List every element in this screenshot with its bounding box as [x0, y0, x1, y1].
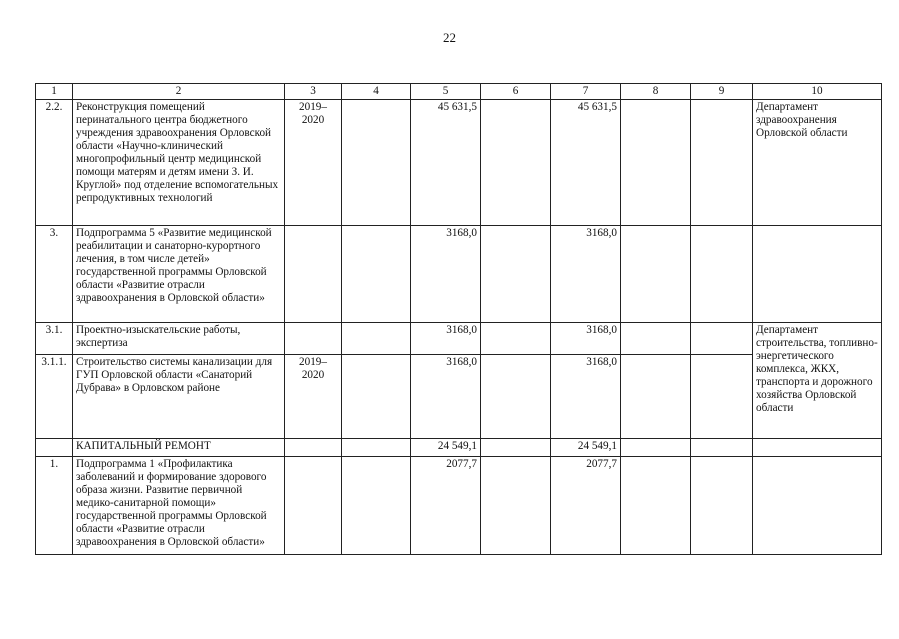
column-8-cell	[621, 439, 691, 457]
column-4-cell	[342, 100, 411, 226]
column-8-cell	[621, 100, 691, 226]
column-6-cell	[481, 100, 551, 226]
column-header: 9	[691, 84, 753, 100]
column-9-cell	[691, 457, 753, 555]
row-number-cell: 3.1.	[36, 323, 73, 355]
column-4-cell	[342, 355, 411, 439]
row-number-cell: 3.1.1.	[36, 355, 73, 439]
executor-cell	[753, 457, 882, 555]
name-cell: Проектно-изыскательские работы, экспертиза	[73, 323, 285, 355]
column-8-cell	[621, 355, 691, 439]
column-9-cell	[691, 355, 753, 439]
name-cell: КАПИТАЛЬНЫЙ РЕМОНТ	[73, 439, 285, 457]
column-7-cell: 3168,0	[551, 355, 621, 439]
row-number-cell: 2.2.	[36, 100, 73, 226]
column-9-cell	[691, 439, 753, 457]
column-4-cell	[342, 457, 411, 555]
column-6-cell	[481, 226, 551, 323]
table-row	[36, 457, 882, 555]
table-row	[36, 439, 882, 457]
column-6-cell	[481, 323, 551, 355]
column-9-cell	[691, 226, 753, 323]
column-header: 4	[342, 84, 411, 100]
column-7-cell: 2077,7	[551, 457, 621, 555]
executor-cell: Департамент здравоохранения Орловской области	[753, 100, 882, 226]
table-row	[36, 323, 882, 355]
row-number-cell	[36, 439, 73, 457]
period-cell	[285, 323, 342, 355]
column-header: 6	[481, 84, 551, 100]
column-7-cell: 45 631,5	[551, 100, 621, 226]
table-header-row	[36, 84, 882, 100]
column-8-cell	[621, 226, 691, 323]
column-9-cell	[691, 323, 753, 355]
name-cell: Реконструкция помещений перинатального центра бюджетного учреждения здравоохранения Орловской области «Научно-клинический многопрофильный центр медицинской помощи матерям и детям имени З. И. Круглой» под отделение вспомогательных репродуктивных технологий	[73, 100, 285, 226]
name-cell: Подпрограмма 5 «Развитие медицинской реабилитации и санаторно-курортного лечения, в том числе детей» государственной программы Орловской области «Развитие отрасли здравоохранения в Орловской области»	[73, 226, 285, 323]
column-5-cell: 24 549,1	[411, 439, 481, 457]
row-number-cell: 3.	[36, 226, 73, 323]
column-header: 8	[621, 84, 691, 100]
column-8-cell	[621, 457, 691, 555]
column-6-cell	[481, 439, 551, 457]
budget-table	[35, 83, 882, 555]
name-cell: Подпрограмма 1 «Профилактика заболеваний и формирование здорового образа жизни. Развитие первичной медико-санитарной помощи» государственной программы Орловской области «Развитие отрасли здравоохранения в Орловской области»	[73, 457, 285, 555]
column-4-cell	[342, 323, 411, 355]
page-number: 22	[443, 30, 456, 45]
column-header: 10	[753, 84, 882, 100]
period-cell	[285, 439, 342, 457]
name-cell: Строительство системы канализации для ГУП Орловской области «Санаторий Дубрава» в Орловском районе	[73, 355, 285, 439]
column-header: 1	[36, 84, 73, 100]
executor-cell	[753, 226, 882, 323]
column-header: 2	[73, 84, 285, 100]
column-5-cell: 2077,7	[411, 457, 481, 555]
column-7-cell: 3168,0	[551, 226, 621, 323]
column-4-cell	[342, 226, 411, 323]
period-cell	[285, 457, 342, 555]
column-header: 3	[285, 84, 342, 100]
column-5-cell: 3168,0	[411, 226, 481, 323]
column-7-cell: 24 549,1	[551, 439, 621, 457]
column-4-cell	[342, 439, 411, 457]
executor-cell	[753, 439, 882, 457]
column-6-cell	[481, 355, 551, 439]
column-5-cell: 3168,0	[411, 355, 481, 439]
column-header: 5	[411, 84, 481, 100]
table-row	[36, 100, 882, 226]
column-6-cell	[481, 457, 551, 555]
column-5-cell: 45 631,5	[411, 100, 481, 226]
column-5-cell: 3168,0	[411, 323, 481, 355]
column-9-cell	[691, 100, 753, 226]
column-header: 7	[551, 84, 621, 100]
executor-cell: Департамент строительства, топливно-энергетического комплекса, ЖКХ, транспорта и дорожного хозяйства Орловской области	[753, 323, 882, 439]
period-cell: 2019–2020	[285, 355, 342, 439]
table-row	[36, 226, 882, 323]
period-cell	[285, 226, 342, 323]
period-cell: 2019–2020	[285, 100, 342, 226]
column-8-cell	[621, 323, 691, 355]
row-number-cell: 1.	[36, 457, 73, 555]
column-7-cell: 3168,0	[551, 323, 621, 355]
